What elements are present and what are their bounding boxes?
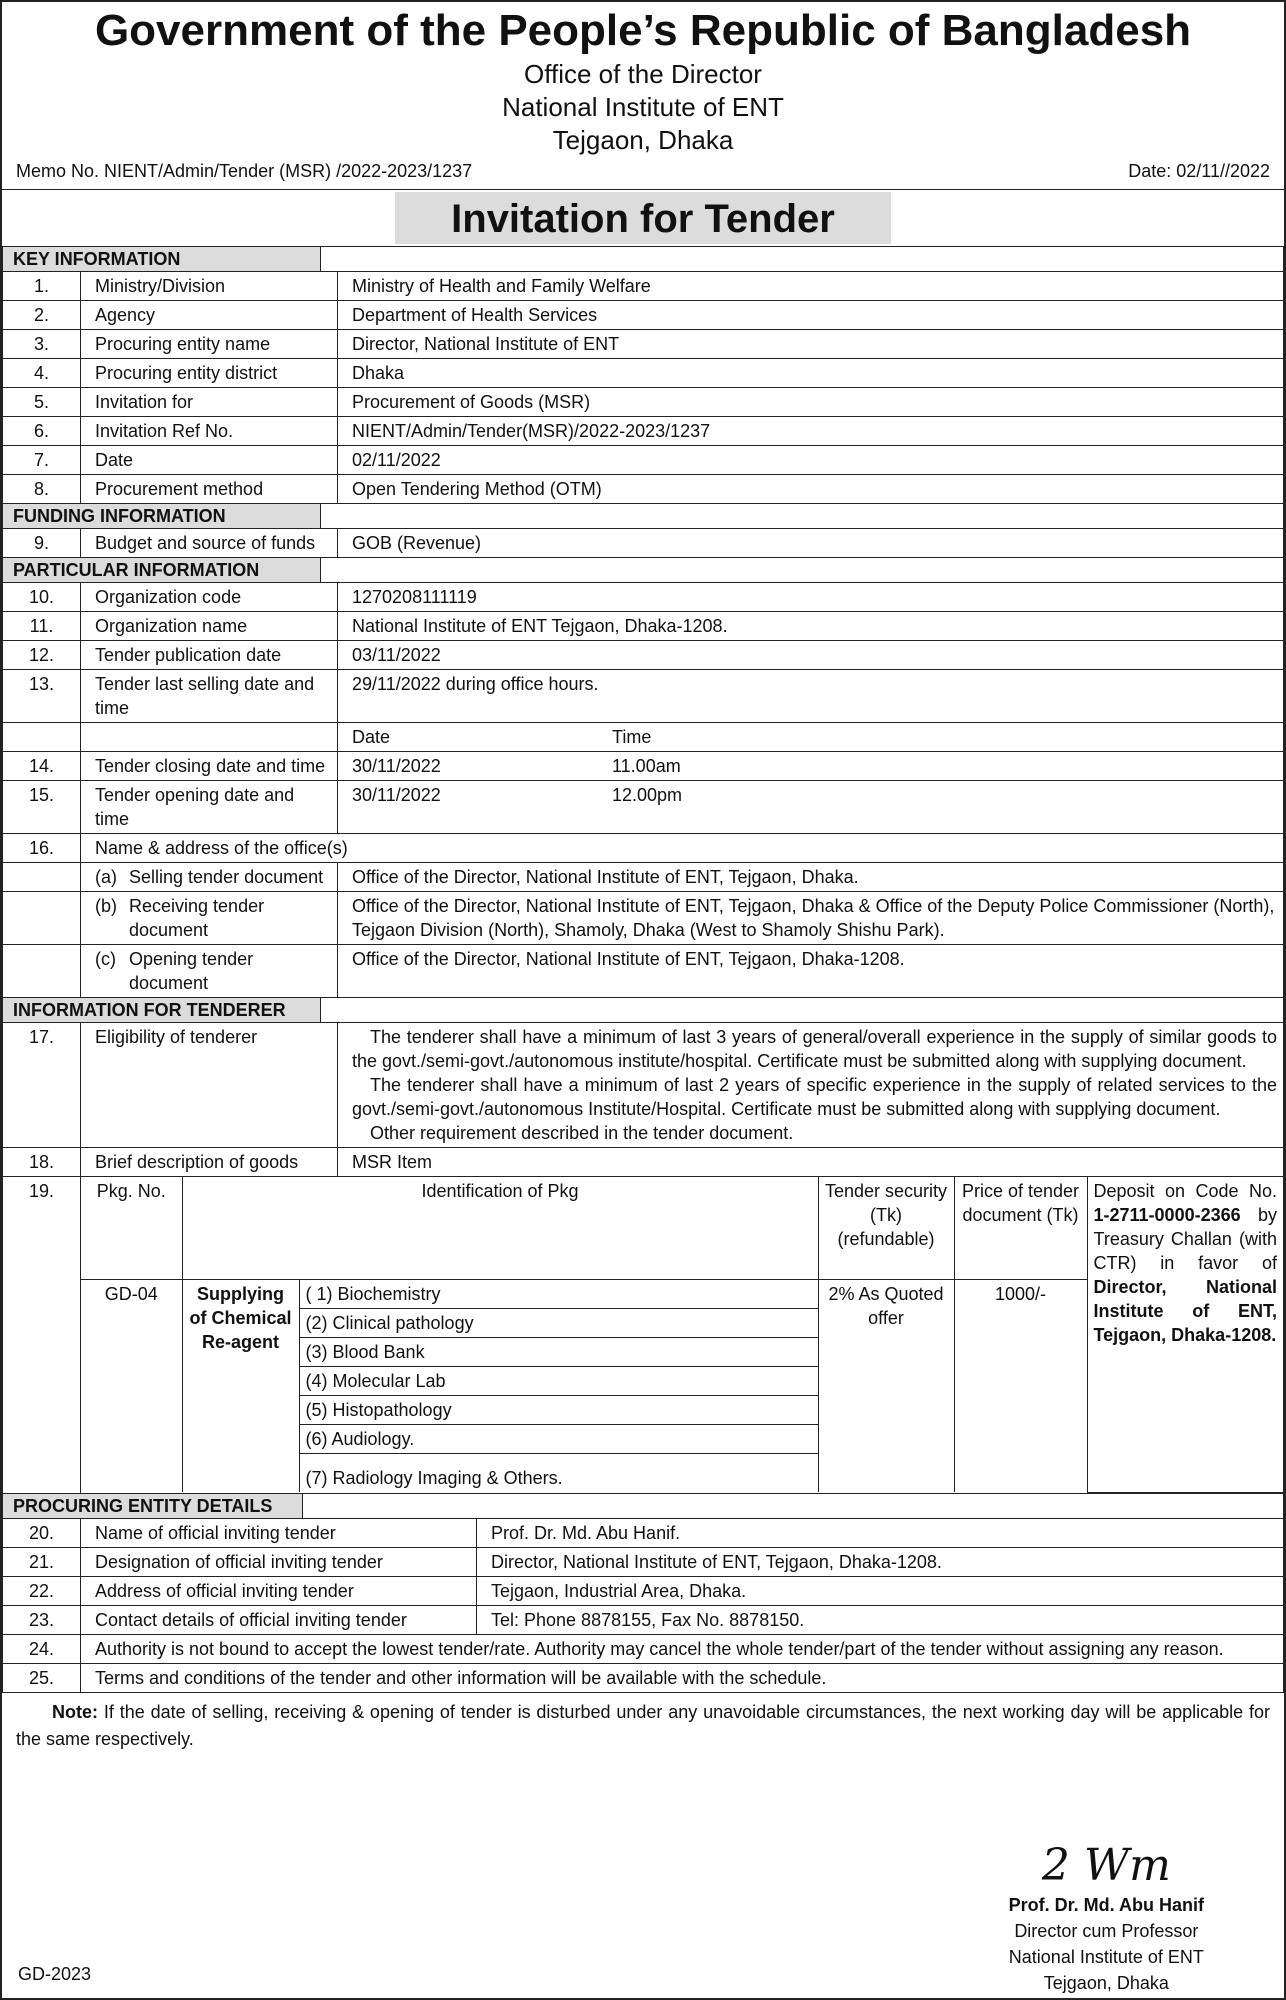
- package-item: (4) Molecular Lab: [299, 1367, 818, 1396]
- package-header-row: [81, 1177, 1283, 1280]
- memo-row: [16, 161, 1270, 189]
- office-line: Office of the Director: [524, 59, 762, 89]
- closing-row: 14. Tender closing date and time 30/11/2022 11.00am: [3, 752, 1284, 781]
- signature-mark: 2 Wm: [1041, 1840, 1171, 1891]
- location-line: Tejgaon, Dhaka: [552, 125, 734, 155]
- closing-time: 11.00am: [612, 756, 681, 776]
- memo-number: Memo No. NIENT/Admin/Tender (MSR) /2022-2023/1237: [16, 161, 473, 181]
- pkg-number: GD-04: [81, 1280, 182, 1493]
- package-item: (3) Blood Bank: [299, 1338, 818, 1367]
- table-row: 24. Authority is not bound to accept the lowest tender/rate. Authority may cancel the whole tender/part of the tender without assigning any reason.: [3, 1634, 1284, 1663]
- price-header: Price of tender document (Tk): [954, 1177, 1087, 1280]
- datetime-header-row: Date Time: [3, 723, 1284, 752]
- table-row: 12. Tender publication date 03/11/2022: [3, 641, 1284, 670]
- pkg-no-header: Pkg. No.: [81, 1177, 182, 1280]
- package-item: (2) Clinical pathology: [299, 1309, 818, 1338]
- opening-time: 12.00pm: [612, 785, 683, 805]
- table-row: 7. Date 02/11/2022: [3, 446, 1284, 475]
- note-label: Note:: [52, 1701, 98, 1722]
- signatory-location: Tejgaon, Dhaka: [1043, 1973, 1169, 1993]
- institute-line: National Institute of ENT: [502, 92, 784, 122]
- letterhead: [2, 4, 1284, 157]
- office-item-row: (a) Selling tender document Office of the Director, National Institute of ENT, Tejgaon, Dhaka.: [3, 863, 1284, 892]
- signatory-institute: National Institute of ENT: [1008, 1947, 1204, 1967]
- table-row: 23. Contact details of official inviting tender Tel: Phone 8878155, Fax No. 8878150.: [3, 1605, 1284, 1634]
- table-row: 6. Invitation Ref No. NIENT/Admin/Tender(MSR)/2022-2023/1237: [3, 417, 1284, 446]
- identification-header: Identification of Pkg: [182, 1177, 818, 1280]
- eligibility-para-1: The tenderer shall have a minimum of last 3 years of general/overall experience in the supply of similar goods to the govt./semi-govt./autonomous institute/hospital. Certificate must be submitted along with supplying document.: [352, 1027, 1277, 1071]
- table-row: 5. Invitation for Procurement of Goods (MSR): [3, 388, 1284, 417]
- table-row: 25. Terms and conditions of the tender and other information will be available with the schedule.: [3, 1663, 1284, 1692]
- procuring-table: [2, 1494, 1284, 1693]
- tender-security: 2% As Quoted offer: [818, 1280, 954, 1493]
- office-item-row: (b) Receiving tender document Office of the Director, National Institute of ENT, Tejgaon, Dhaka & Office of the Deputy Police Commissioner (North), Tejgaon Division (North), Shamoly, Dhaka (West to Shamoly Shishu Park).: [3, 892, 1284, 945]
- section-header: PARTICULAR INFORMATION: [3, 558, 1284, 583]
- signatory-name: Prof. Dr. Md. Abu Hanif: [1008, 1895, 1204, 1915]
- opening-date: 30/11/2022: [352, 785, 441, 805]
- note-text: If the date of selling, receiving & opening of tender is disturbed under any unavoidable circumstances, the next working day will be applicable for the same respectively.: [16, 1701, 1270, 1749]
- security-header: Tender security (Tk) (refundable): [818, 1177, 954, 1280]
- eligibility-para-2: The tenderer shall have a minimum of last 2 years of specific experience in the supply of related services to the govt./semi-govt./autonomous Institute/Hospital. Certificate must be submitted along with supplying document.: [352, 1075, 1277, 1119]
- table-row: 20. Name of official inviting tender Prof. Dr. Md. Abu Hanif.: [3, 1518, 1284, 1547]
- table-row: 4. Procuring entity district Dhaka: [3, 359, 1284, 388]
- package-item: ( 1) Biochemistry: [299, 1280, 818, 1309]
- table-row: 22. Address of official inviting tender Tejgaon, Industrial Area, Dhaka.: [3, 1576, 1284, 1605]
- section-header: FUNDING INFORMATION: [3, 504, 1284, 529]
- table-row: 8. Procurement method Open Tendering Method (OTM): [3, 475, 1284, 504]
- tender-table: [2, 246, 1284, 1494]
- offices-row: 16. Name & address of the office(s): [3, 834, 1284, 863]
- table-row: 2. Agency Department of Health Services: [3, 301, 1284, 330]
- section-header: PROCURING ENTITY DETAILS: [3, 1494, 1284, 1519]
- section-header: KEY INFORMATION: [3, 247, 1284, 272]
- memo-date: Date: 02/11//2022: [1128, 161, 1270, 181]
- goods-row: 18. Brief description of goods MSR Item: [3, 1148, 1284, 1177]
- table-row: 13. Tender last selling date and time 29/11/2022 during office hours.: [3, 670, 1284, 723]
- eligibility-para-3: Other requirement described in the tender document.: [370, 1123, 794, 1143]
- table-row: 3. Procuring entity name Director, National Institute of ENT: [3, 330, 1284, 359]
- government-heading: Government of the People’s Republic of Bangladesh: [94, 6, 1192, 55]
- table-row: 1. Ministry/Division Ministry of Health and Family Welfare: [3, 272, 1284, 301]
- package-item: (5) Histopathology: [299, 1396, 818, 1425]
- package-row: 19. Pkg. No. Identification of Pkg Tender security (Tk) (refundable) Price of tender document (Tk) Deposit on Code No. 1-2711-0000-2366 by Treasury Challan (with CTR) in favor of Director, National Institute of ENT, Tejgaon, Dhaka-1208. GD-04 Supplying of Chemical Re-agent ( 1) Biochemistry 2% As Quoted offer 1000/- (2) Clinical pathology (3) Blood Bank (4) Molecular Lab (5) Histopathology (6) Audiology. (7) Radiology Imaging & Others.: [3, 1177, 1284, 1494]
- page-title: Invitation for Tender: [395, 192, 891, 244]
- signature-block: [1009, 1840, 1204, 1996]
- closing-date: 30/11/2022: [352, 756, 441, 776]
- signatory-designation: Director cum Professor: [1014, 1921, 1199, 1941]
- table-row: 10. Organization code 1270208111119: [3, 583, 1284, 612]
- eligibility-row: 17. Eligibility of tenderer The tenderer shall have a minimum of last 3 years of general/overall experience in the supply of similar goods to the govt./semi-govt./autonomous institute/hospital. Certificate must be submitted along with supplying document. The tenderer shall have a minimum of last 2 years of specific experience in the supply of related services to the govt./semi-govt./autonomous Institute/Hospital. Certificate must be submitted along with supplying document. Other requirement described in the tender document.: [3, 1023, 1284, 1148]
- office-item-row: (c) Opening tender document Office of the Director, National Institute of ENT, Tejgaon, Dhaka-1208.: [3, 945, 1284, 998]
- note: [2, 1693, 1284, 1753]
- opening-row: 15. Tender opening date and time 30/11/2022 12.00pm: [3, 781, 1284, 834]
- table-row: 9. Budget and source of funds GOB (Revenue): [3, 529, 1284, 558]
- title-wrap: [2, 190, 1284, 246]
- deposit-info: Deposit on Code No. 1-2711-0000-2366 by Treasury Challan (with CTR) in favor of Director, National Institute of ENT, Tejgaon, Dhaka-1208.: [1087, 1177, 1283, 1492]
- footer-code: GD-2023: [18, 1964, 92, 1984]
- package-item: (6) Audiology.: [299, 1425, 818, 1454]
- table-row: 21. Designation of official inviting tender Director, National Institute of ENT, Tejgaon, Dhaka-1208.: [3, 1547, 1284, 1576]
- package-title: Supplying of Chemical Re-agent: [182, 1280, 299, 1493]
- package-item: (7) Radiology Imaging & Others.: [299, 1454, 818, 1493]
- package-table: [81, 1177, 1283, 1493]
- document-price: 1000/-: [954, 1280, 1087, 1493]
- section-header: INFORMATION FOR TENDERER: [3, 998, 1284, 1023]
- table-row: 11. Organization name National Institute of ENT Tejgaon, Dhaka-1208.: [3, 612, 1284, 641]
